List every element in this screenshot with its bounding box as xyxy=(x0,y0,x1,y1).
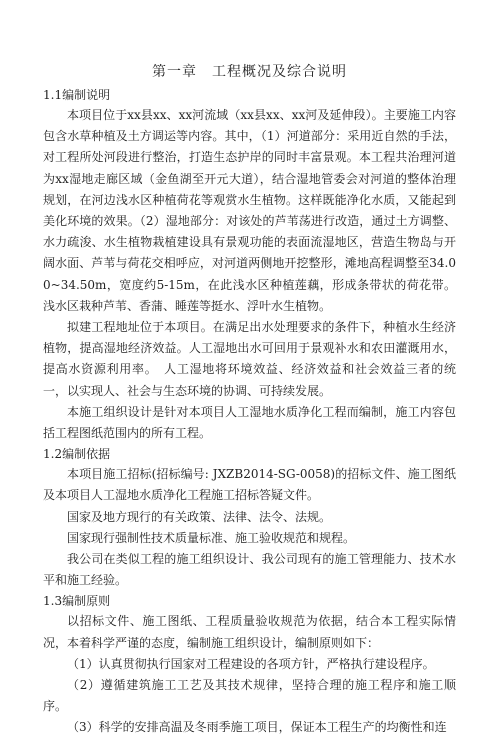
paragraph: 本施工组织设计是针对本项目人工湿地水质净化工程而编制，施工内容包括工程图纸范围内的所有工程。 xyxy=(43,404,456,441)
list-item: （3）科学的安排高温及冬雨季施工项目，保证本工程生产的均衡性和连 xyxy=(67,720,447,735)
paragraph: 国家现行强制性技术质量标准、施工验收规范和规程。 xyxy=(67,530,356,545)
paragraph: 我公司在类似工程的施工组织设计、我公司现有的施工管理能力、技术水平和施工经验。 xyxy=(43,552,456,588)
paragraph: 国家及地方现行的有关政策、法律、法令、法规。 xyxy=(67,509,332,524)
paragraph: 以招标文件、施工图纸、工程质量验收规范为依据，结合本工程实际情况，本着科学严谨的态度，编制施工组织设计，编制原则如下： xyxy=(43,614,456,650)
paragraph: 本项目位于xx县xx、xx河流域（xx县xx、xx河及延伸段）。主要施工内容包含水草种植及土方调运等内容。其中，（1）河道部分：采用近自然的手法，对工程所处河段进行整治，打造生态护岸的同时丰富景观。本工程共治理河道为xx湿地走廊区域（金鱼湖至开元大道），结合湿地管委会对河道的整体治理规划，在河边浅水区种植荷花等观赏水生植物。这样既能净化水质，又能起到美化环境的效果。（2）湿地部分：对该处的芦苇荡进行改造，通过土方调整、水力疏浚、水生植物栽植建设具有景观功能的表面流湿地区，营造生物岛与开阔水面、芦苇与荷花交相呼应，对河道两侧地开挖整形，滩地高程调整至34.00~34.50m，宽度约5-15m，在此浅水区种植莲藕，形成条带状的荷花带。浅水区栽种芦苇、香蒲、睡莲等挺水、浮叶水生植物。 xyxy=(43,108,456,313)
list-item: （2）遵循建筑施工工艺及其技术规律，坚持合理的施工程序和施工顺序。 xyxy=(43,678,456,714)
paragraph: 拟建工程地址位于本项目。在满足出水处理要求的条件下，种植水生经济植物，提高湿地经济效益。人工湿地出水可回用于景观补水和农田灌溉用水，提高水资源利用率。 人工湿地将环境效益、经济效益和社会效益三者的统一，以实现人、社会与生态环境的协调、可持续发展。 xyxy=(43,320,456,398)
section-heading: 1.1编制说明 xyxy=(43,88,111,102)
section-heading: 1.3编制原则 xyxy=(43,594,111,609)
list-item: （1）认真贯彻执行国家对工程建设的各项方针，严格执行建设程序。 xyxy=(67,656,435,671)
section-heading: 1.2编制依据 xyxy=(43,447,111,462)
chapter-title: 第一章 工程概况及综合说明 xyxy=(152,64,347,80)
paragraph: 本项目施工招标(招标编号: JXZB2014-SG-0058)的招标文件、施工图纸及本项目人工湿地水质净化工程施工招标答疑文件。 xyxy=(43,467,456,503)
